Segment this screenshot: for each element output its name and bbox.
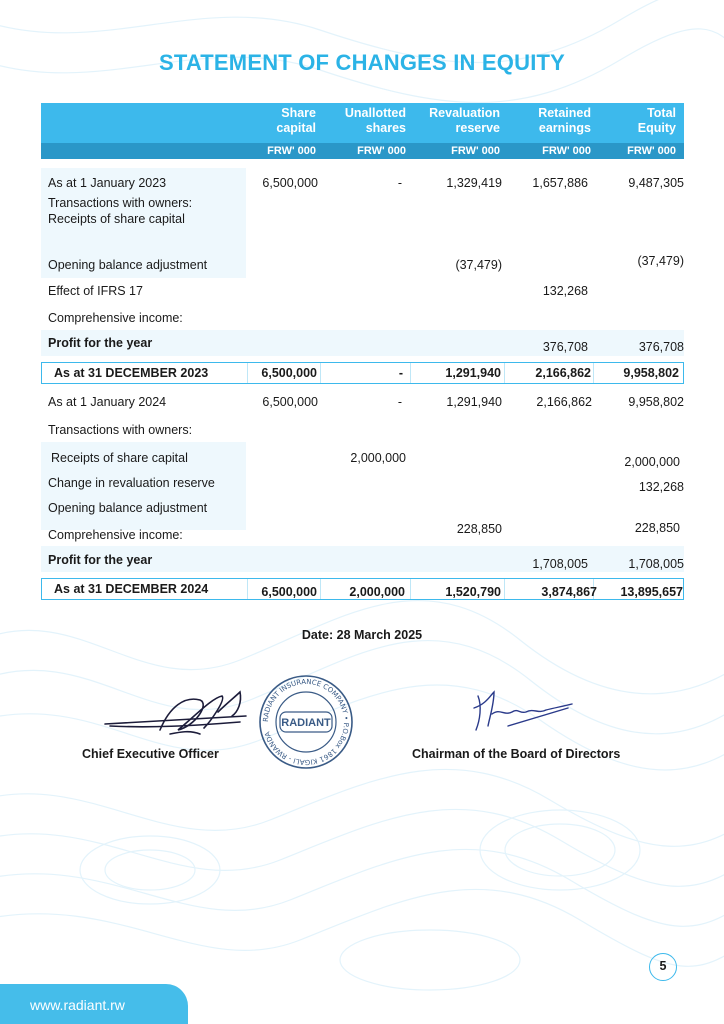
cell-retained-earnings: 376,708 — [542, 340, 588, 354]
svg-text:RADIANT: RADIANT — [281, 717, 331, 729]
header-unallotted-shares: Unallotted shares — [344, 106, 406, 135]
unit-revaluation-reserve: FRW' 000 — [451, 145, 500, 157]
cell-share-capital: 6,500,000 — [262, 395, 318, 409]
unit-share-capital: FRW' 000 — [267, 145, 316, 157]
cell-total-equity: 13,895,657 — [620, 585, 683, 599]
row-label: Receipts of share capital — [51, 451, 188, 465]
row-label: Opening balance adjustment — [48, 258, 208, 272]
cell-revaluation-reserve: 1,291,940 — [446, 395, 502, 409]
row-label: Change in revaluation reserve — [48, 476, 215, 490]
total-row-2023 — [41, 362, 684, 384]
table-row — [41, 284, 684, 300]
row-label: As at 1 January 2023 — [48, 176, 167, 190]
row-label: Comprehensive income: — [48, 311, 183, 325]
company-stamp — [256, 672, 356, 772]
table-row — [41, 212, 684, 228]
cell-total-equity: 9,958,802 — [623, 366, 679, 380]
cell-retained-earnings: 132,268 — [542, 284, 588, 298]
cell-unallotted-shares: 2,000,000 — [349, 585, 405, 599]
table-row — [41, 176, 684, 192]
cell-share-capital: 6,500,000 — [262, 176, 318, 190]
cell-retained-earnings: 2,166,862 — [535, 366, 591, 380]
ceo-signature-image — [100, 686, 250, 746]
chairman-signature-image — [468, 686, 578, 736]
cell-retained-earnings: 3,874,867 — [541, 585, 597, 599]
cell-retained-earnings: 2,166,862 — [536, 395, 592, 409]
header-titles-row — [41, 103, 684, 143]
cell-revaluation-reserve: 1,329,419 — [446, 176, 502, 190]
unit-retained-earnings: FRW' 000 — [542, 145, 591, 157]
table-row — [41, 476, 684, 492]
row-label: Profit for the year — [48, 553, 153, 567]
cell-share-capital: 6,500,000 — [261, 366, 317, 380]
row-label: Effect of IFRS 17 — [48, 284, 143, 298]
header-retained-earnings: Retained earnings — [538, 106, 591, 135]
row-label: Transactions with owners: — [48, 423, 193, 437]
header-units-row — [41, 143, 684, 159]
unit-unallotted-shares: FRW' 000 — [357, 145, 406, 157]
cell-unallotted-shares: - — [397, 176, 402, 190]
row-label: Profit for the year — [48, 336, 153, 350]
header-total-equity: Total Equity — [637, 106, 676, 135]
ceo-signature-label: Chief Executive Officer — [82, 747, 219, 761]
footer-website-link[interactable]: www.radiant.rw — [30, 997, 125, 1013]
row-label: Comprehensive income: — [48, 528, 183, 542]
table-row — [41, 553, 684, 569]
row-label: As at 31 DECEMBER 2024 — [54, 582, 209, 596]
row-label: As at 1 January 2024 — [48, 395, 167, 409]
table-row — [41, 254, 684, 274]
row-label: Receipts of share capital — [48, 212, 185, 226]
statement-date: Date: 28 March 2025 — [301, 628, 423, 642]
page-number-badge: 5 — [649, 953, 677, 981]
cell-total-equity: 9,487,305 — [628, 176, 684, 190]
unit-total-equity: FRW' 000 — [627, 145, 676, 157]
equity-table-header — [41, 103, 684, 159]
row-label: Opening balance adjustment — [48, 501, 208, 515]
cell-share-capital: 6,500,000 — [261, 585, 317, 599]
table-row — [41, 451, 684, 467]
page-title: STATEMENT OF CHANGES IN EQUITY — [158, 50, 566, 75]
row-label: As at 31 DECEMBER 2023 — [54, 366, 209, 380]
chairman-signature-label: Chairman of the Board of Directors — [412, 747, 621, 761]
cell-total-equity: 228,850 — [634, 521, 680, 535]
table-row — [41, 521, 684, 544]
cell-retained-earnings: 1,657,886 — [532, 176, 588, 190]
cell-total-equity: 1,708,005 — [628, 557, 684, 571]
cell-total-equity: 376,708 — [638, 340, 684, 354]
cell-revaluation-reserve: 228,850 — [456, 522, 502, 536]
header-share-capital: Share capital — [276, 106, 316, 135]
cell-revaluation-reserve: 1,291,940 — [445, 366, 501, 380]
header-revaluation-reserve: Revaluation reserve — [429, 106, 500, 135]
cell-total-equity: 132,268 — [638, 480, 684, 494]
table-row — [41, 501, 684, 517]
total-row-2024 — [41, 578, 684, 600]
svg-text:RADIANT INSURANCE COMPANY • P.: RADIANT INSURANCE COMPANY • P.O.Box 1861 KIGALI - RWANDA — [261, 677, 351, 767]
cell-total-equity: (37,479) — [637, 254, 684, 268]
cell-revaluation-reserve: (37,479) — [455, 258, 502, 272]
row-label: Transactions with owners: — [48, 196, 193, 210]
cell-total-equity: 2,000,000 — [624, 455, 680, 469]
table-row — [41, 336, 684, 352]
table-row — [41, 395, 684, 411]
cell-unallotted-shares: - — [397, 395, 402, 409]
cell-total-equity: 9,958,802 — [628, 395, 684, 409]
cell-retained-earnings: 1,708,005 — [532, 557, 588, 571]
cell-revaluation-reserve: 1,520,790 — [445, 585, 501, 599]
cell-unallotted-shares: - — [398, 366, 403, 380]
cell-unallotted-shares: 2,000,000 — [350, 451, 406, 465]
table-row — [41, 311, 684, 327]
table-row — [41, 196, 684, 212]
table-row — [41, 423, 684, 439]
